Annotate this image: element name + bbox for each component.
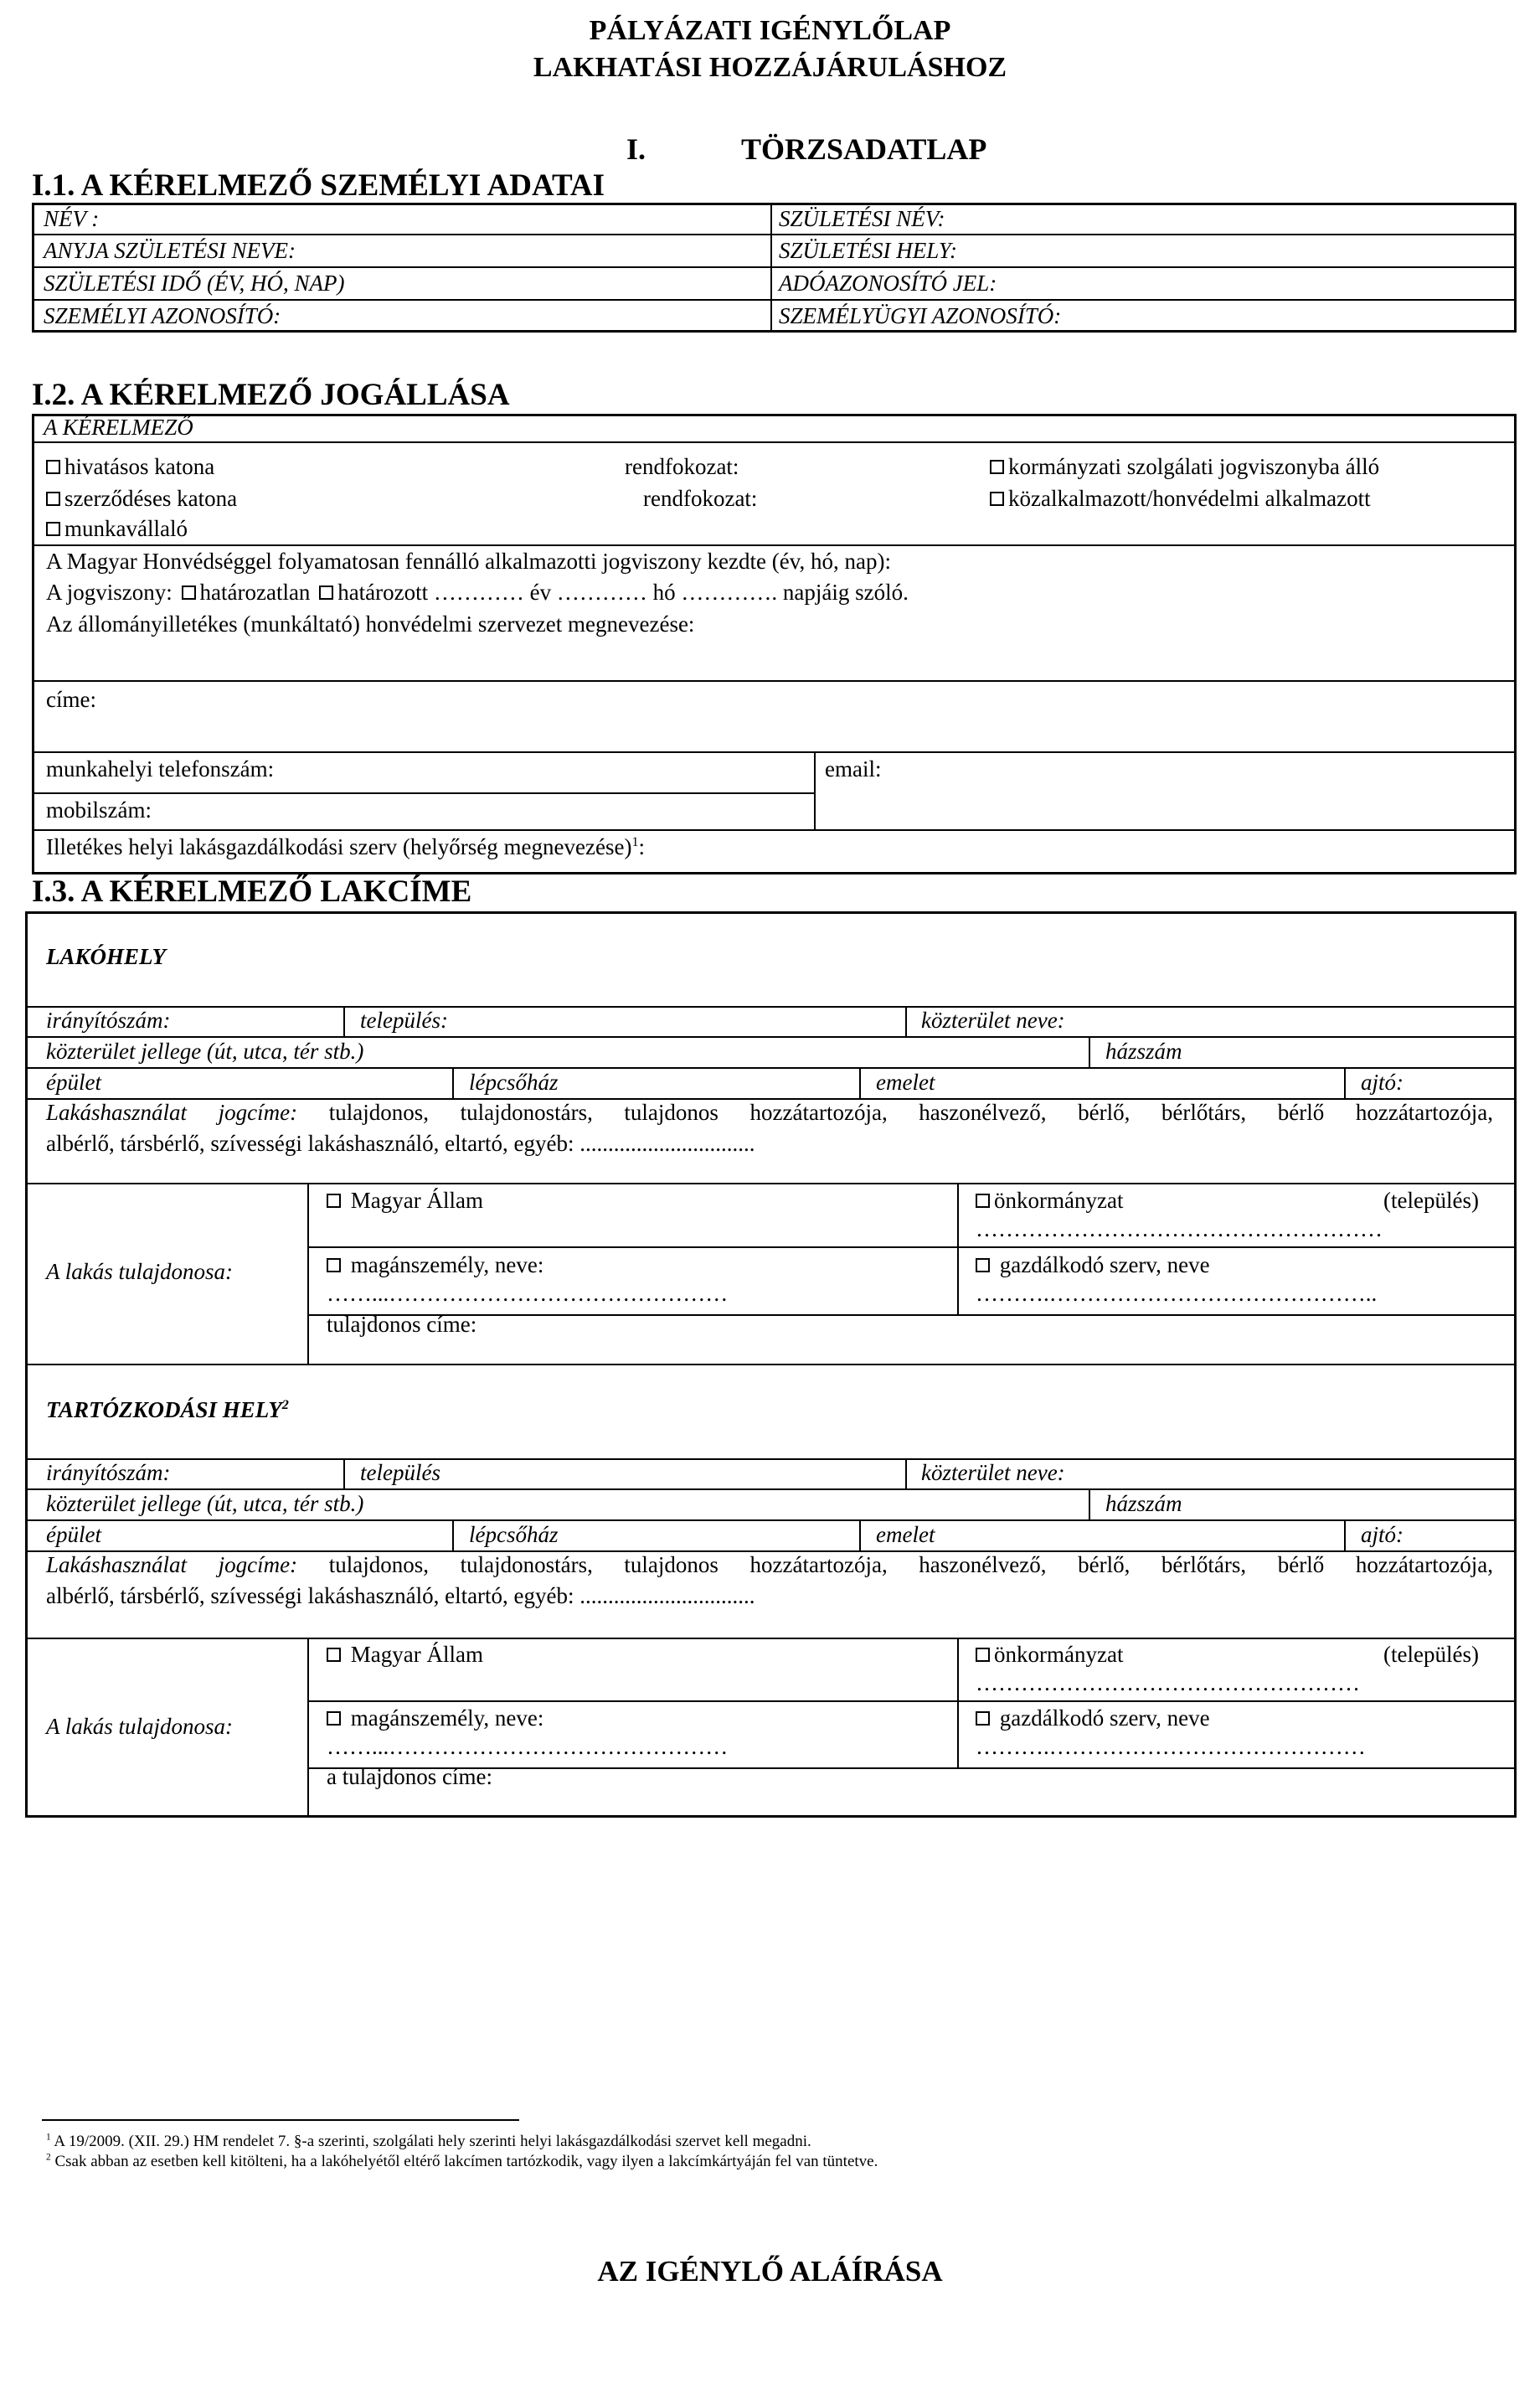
contract-soldier-label: szerződéses katona [64,486,238,511]
colon: : [638,834,646,859]
checkbox-icon[interactable] [46,460,60,474]
residence-private-owner-dots[interactable]: ……...……………………………………… [327,1281,729,1306]
hr-id-field[interactable]: SZEMÉLYÜGYI AZONOSÍTÓ: [779,303,1062,328]
temp-building-field[interactable]: épület [46,1522,101,1547]
col-line [1089,1488,1090,1519]
mother-birth-name-field[interactable]: ANYJA SZÜLETÉSI NEVE: [44,238,296,263]
work-phone-field[interactable]: munkahelyi telefonszám: [46,756,275,782]
row-line [309,1246,1515,1248]
row-line [33,792,815,794]
row-line [309,1314,1515,1316]
residence-floor-field[interactable]: emelet [876,1070,935,1095]
signature-label: AZ IGÉNYLŐ ALÁÍRÁSA [597,2255,943,2288]
temp-private-owner-dots[interactable]: ……...……………………………………… [327,1734,729,1759]
checkbox-icon[interactable] [46,492,60,506]
footnote-1-text: A 19/2009. (XII. 29.) HM rendelet 7. §-a szerinti, szolgálati hely szerinti helyi lakásgazdálkodási szervet kell megadni. [54,2133,811,2150]
checkbox-icon[interactable] [990,460,1004,474]
row-line [33,234,1515,235]
residence-street-type-field[interactable]: közterület jellege (út, utca, tér stb.) [46,1039,364,1064]
checkbox-icon[interactable] [976,1648,990,1662]
row-line [33,680,1515,682]
residence-private-owner-checkbox[interactable] [327,1252,543,1277]
residence-owner-address-field[interactable]: tulajdonos címe: [327,1312,477,1337]
birth-place-field[interactable]: SZÜLETÉSI HELY: [779,238,957,263]
row-line [27,1519,1515,1521]
business-owner-label: gazdálkodó szerv, neve [999,1705,1210,1731]
col-line [957,1638,959,1767]
state-owner-label: Magyar Állam [350,1642,483,1667]
indefinite-checkbox-icon[interactable] [182,586,196,600]
section-line [27,1364,1515,1365]
rank-field-2[interactable]: rendfokozat: [643,486,758,511]
col-line [452,1519,454,1550]
public-employee-label: közalkalmazott/honvédelmi alkalmazott [1008,486,1371,511]
footnote-2 [46,2153,878,2171]
birth-date-field[interactable]: SZÜLETÉSI IDŐ (ÉV, HÓ, NAP) [44,271,345,296]
residence-door-field[interactable]: ajtó: [1361,1070,1404,1095]
footnote-2-text: Csak abban az esetben kell kitölteni, ha a lakóhelyétől eltérő lakcímen tartózkodik, vagy ilyen a lakcímkártyáján fel van tüntetve. [54,2153,878,2170]
form-title-line1: PÁLYÁZATI IGÉNYLŐLAP [589,15,951,46]
row-line [33,266,1515,268]
row-line [27,1036,1515,1038]
checkbox-icon[interactable] [990,492,1004,506]
employee-checkbox[interactable] [46,516,188,541]
row-line [33,441,1515,443]
email-field[interactable]: email: [825,756,882,782]
row-line [27,1638,1515,1639]
temp-settlement-paren: (település) [1383,1642,1479,1667]
housing-authority-label: Illetékes helyi lakásgazdálkodási szerv (helyőrség megnevezése) [46,834,632,859]
residence-house-number-field[interactable]: házszám [1105,1039,1182,1064]
temp-street-type-field[interactable]: közterület jellege (út, utca, tér stb.) [46,1491,364,1516]
footnote-1-number: 1 [46,2132,51,2143]
public-employee-checkbox[interactable] [990,486,1371,511]
col-line [905,1006,907,1036]
checkbox-icon[interactable] [46,522,60,536]
tenure-options: tulajdonos, tulajdonostárs, tulajdonos hozzátartozója, haszonélvező, bérlő, bérlőtárs, bérlő hozzátartozója, [328,1552,1493,1577]
row-line [33,299,1515,301]
temp-city-field[interactable]: település [360,1460,440,1485]
legal-status-table [32,414,1517,874]
checkbox-icon[interactable] [976,1194,990,1208]
row-line [33,829,1515,831]
residence-business-owner-checkbox[interactable] [976,1252,1210,1277]
municipality-label: önkormányzat [994,1188,1124,1213]
phone-email-divider [814,753,816,830]
tenure-options: tulajdonos, tulajdonostárs, tulajdonos hozzátartozója, haszonélvező, bérlő, bérlőtárs, bérlő hozzátartozója, [328,1100,1493,1125]
col-line [1344,1067,1346,1098]
col-line [859,1067,861,1098]
residence-title: LAKÓHELY [46,944,167,969]
birth-name-field[interactable]: SZÜLETÉSI NÉV: [779,206,945,231]
footnote-2-number: 2 [46,2152,51,2163]
temp-staircase-field[interactable]: lépcsőház [469,1522,559,1547]
col-line [343,1458,345,1488]
fixed-term-label: határozott ………… év ………… hó …………. napjáig szóló. [337,580,909,605]
temp-floor-field[interactable]: emelet [876,1522,935,1547]
residence-municipality-dots[interactable]: ……………………………………………… [976,1216,1383,1241]
section-title: TÖRZSADATLAP [741,132,987,166]
col-line [905,1458,907,1488]
fixed-term-checkbox-icon[interactable] [319,586,333,600]
residence-building-field[interactable]: épület [46,1070,101,1095]
name-field[interactable]: NÉV : [44,206,100,231]
temp-tenure-line1[interactable] [46,1552,1493,1577]
form-title-line2: LAKHATÁSI HOZZÁJÁRULÁSHOZ [533,52,1007,83]
state-owner-label: Magyar Állam [350,1188,483,1213]
checkbox-icon[interactable] [976,1258,990,1272]
row-line [27,1067,1515,1069]
col-line [343,1006,345,1036]
temporary-residence-title [46,1397,289,1422]
temp-house-number-field[interactable]: házszám [1105,1491,1182,1516]
mobile-field[interactable]: mobilszám: [46,797,152,823]
employee-label: munkavállaló [64,516,188,541]
footnote-separator [42,2119,519,2121]
footnote-ref-2: 2 [281,1397,289,1412]
col-line [307,1638,309,1816]
checkbox-icon[interactable] [327,1711,341,1726]
checkbox-icon[interactable] [327,1258,341,1272]
col-line [307,1183,309,1364]
address-heading: I.3. A KÉRELMEZŐ LAKCÍME [32,874,472,909]
business-owner-label: gazdálkodó szerv, neve [999,1252,1210,1277]
government-service-checkbox[interactable] [990,454,1379,479]
row-line [27,1458,1515,1460]
row-line [309,1700,1515,1702]
personal-id-field[interactable]: SZEMÉLYI AZONOSÍTÓ: [44,303,281,328]
tenure-label: Lakáshasználat jogcíme: [46,1100,298,1125]
residence-zip-field[interactable]: irányítószám: [46,1008,171,1033]
residence-street-name-field[interactable]: közterület neve: [921,1008,1065,1033]
row-line [27,1183,1515,1184]
employment-start-field[interactable]: A Magyar Honvédséggel folyamatosan fennálló alkalmazotti jogviszony kezdte (év, hó, nap): [46,549,891,574]
private-owner-label: magánszemély, neve: [350,1252,544,1277]
temp-municipality-dots[interactable]: …………………………………………… [976,1670,1360,1695]
col-line [1089,1036,1090,1067]
employment-type-label: A jogviszony: [46,580,173,605]
applicant-label: A KÉRELMEZŐ [44,415,193,440]
legal-status-heading: I.2. A KÉRELMEZŐ JOGÁLLÁSA [32,378,510,412]
temp-owner-address-field[interactable]: a tulajdonos címe: [327,1764,492,1789]
government-service-label: kormányzati szolgálati jogviszonyba álló [1008,454,1380,479]
temp-street-name-field[interactable]: közterület neve: [921,1460,1065,1485]
organization-name-field[interactable]: Az állományilletékes (munkáltató) honvédelmi szervezet megnevezése: [46,611,695,637]
rank-field-1[interactable]: rendfokozat: [625,454,739,479]
col-line [1344,1519,1346,1550]
temp-zip-field[interactable]: irányítószám: [46,1460,171,1485]
temp-municipality-checkbox[interactable] [976,1642,1123,1667]
housing-authority-field[interactable] [46,834,645,859]
municipality-label: önkormányzat [994,1642,1124,1667]
row-line [33,751,1515,753]
career-soldier-label: hivatásos katona [64,454,215,479]
temp-private-owner-checkbox[interactable] [327,1705,543,1731]
temp-business-owner-checkbox[interactable] [976,1705,1210,1731]
footnote-1 [46,2133,811,2151]
row-line [27,1006,1515,1008]
temp-tenure-line2[interactable]: albérlő, társbérlő, szívességi lakáshasználó, eltartó, egyéb: ............................... [46,1583,755,1608]
col-line [957,1183,959,1314]
row-line [27,1488,1515,1490]
career-soldier-checkbox[interactable] [46,454,214,479]
tenure-label: Lakáshasználat jogcíme: [46,1552,298,1577]
organization-address-field[interactable]: címe: [46,687,96,712]
indefinite-label: határozatlan [199,580,311,605]
temporary-residence-title-text: TARTÓZKODÁSI HELY [46,1397,282,1422]
temp-business-owner-dots[interactable]: ……….…………………………………… [976,1734,1366,1759]
footnote-ref-1: 1 [631,834,639,849]
residence-tenure-line2[interactable]: albérlő, társbérlő, szívességi lakáshasználó, eltartó, egyéb: ............................... [46,1131,755,1156]
employment-type-row [46,580,909,605]
residence-state-owner-checkbox[interactable] [327,1188,483,1213]
residence-tenure-line1[interactable] [46,1100,1493,1125]
temp-door-field[interactable]: ajtó: [1361,1522,1404,1547]
private-owner-label: magánszemély, neve: [350,1705,544,1731]
residence-settlement-paren: (település) [1383,1188,1479,1213]
temp-state-owner-checkbox[interactable] [327,1642,483,1667]
tax-id-field[interactable]: ADÓAZONOSÍTÓ JEL: [779,271,997,296]
col-line [452,1067,454,1098]
col-line [859,1519,861,1550]
checkbox-icon[interactable] [327,1194,341,1208]
temp-owner-label: A lakás tulajdonosa: [46,1714,234,1739]
residence-staircase-field[interactable]: lépcsőház [469,1070,559,1095]
checkbox-icon[interactable] [327,1648,341,1662]
contract-soldier-checkbox[interactable] [46,486,237,511]
residence-city-field[interactable]: település: [360,1008,448,1033]
residence-municipality-checkbox[interactable] [976,1188,1123,1213]
checkbox-icon[interactable] [976,1711,990,1726]
residence-business-owner-dots[interactable]: ……….…………………………………….. [976,1281,1378,1306]
row-line [33,544,1515,546]
section-number: I. [626,132,646,166]
personal-data-heading: I.1. A KÉRELMEZŐ SZEMÉLYI ADATAI [32,168,605,203]
residence-owner-label: A lakás tulajdonosa: [46,1259,234,1284]
